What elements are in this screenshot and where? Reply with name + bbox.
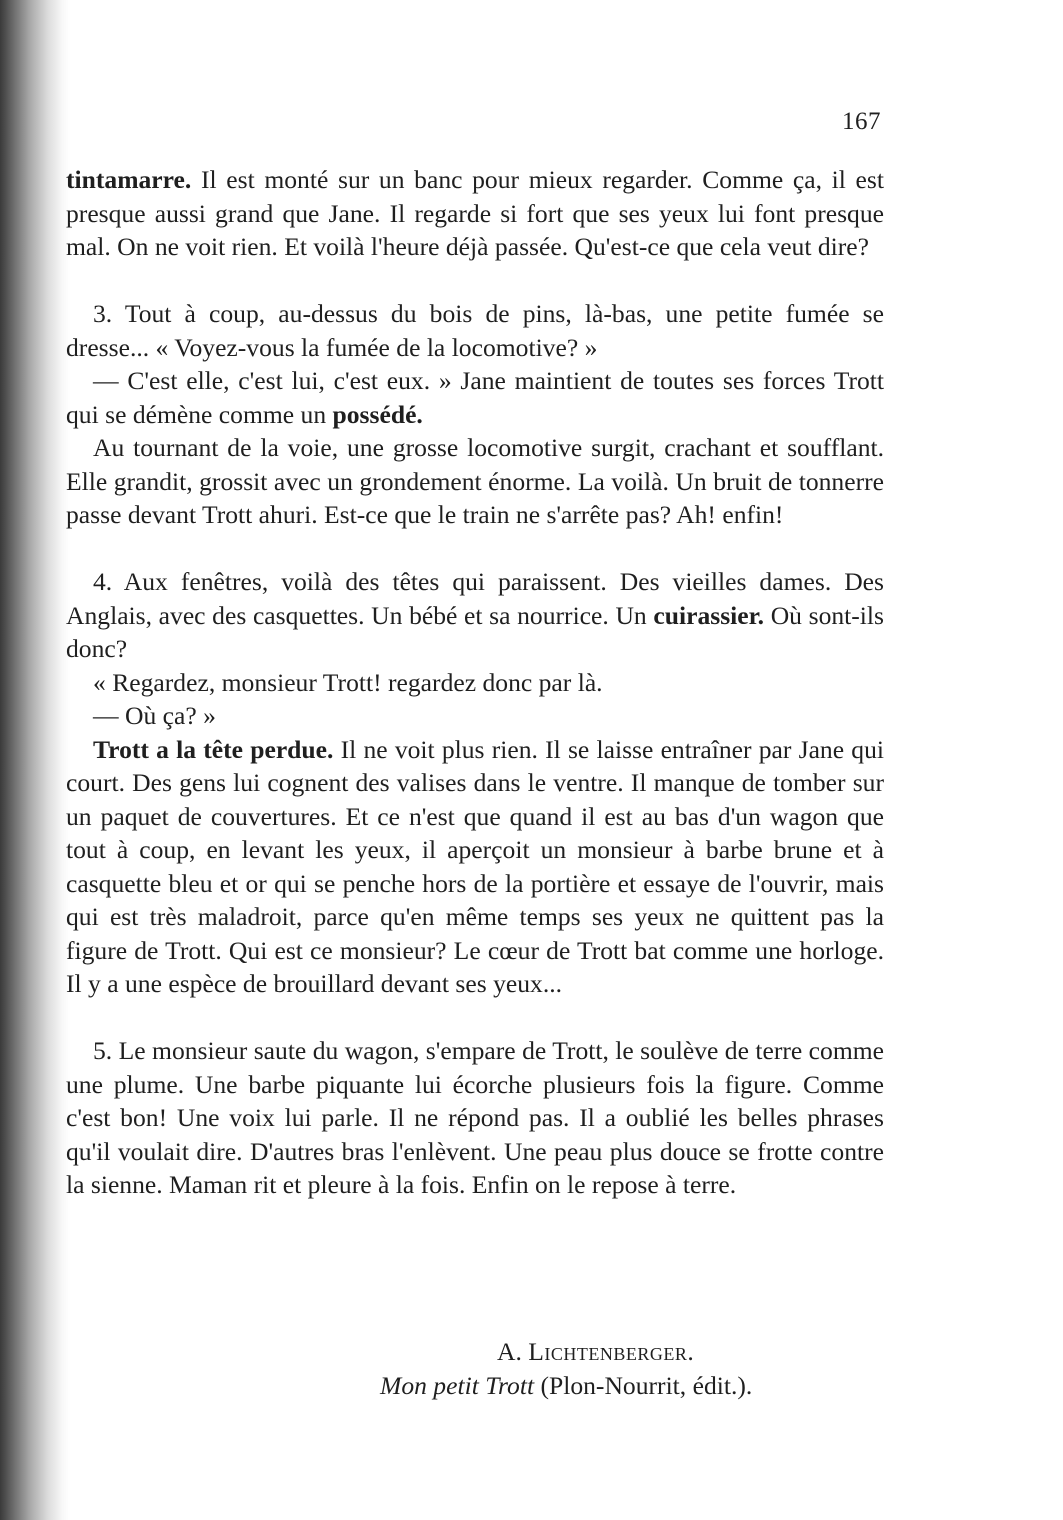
paragraph-4-dialogue-1: « Regardez, monsieur Trott! regardez donc par là. (93, 667, 603, 697)
paragraph-3: 3. Tout à coup, au-dessus du bois de pins, là-bas, une petite fumée se dresse... « Voyez-vous la fumée de la locomotive? » (66, 299, 884, 362)
page-number: 167 (842, 108, 881, 135)
book-gutter-shadow (0, 0, 70, 1520)
glossary-term: possédé. (332, 399, 423, 429)
paragraph-4: 4. Aux fenêtres, voilà des têtes qui paraissent. Des vieilles dames. Des Anglais, avec des casquettes. Un bébé et sa nourrice. Un cuirassier. Où sont-ils donc? (66, 567, 884, 663)
paragraph-gap (66, 1001, 884, 1035)
paragraph-4-narration: Trott a la tête perdue. Il ne voit plus rien. Il se laisse entraîner par Jane qui court. Des gens lui cognent des valises dans le ventre. Il manque de tomber sur un paquet de couvertures. Et ce n'est que quand il est au bas d'un wagon que tout à coup, en levant les yeux, il aperçoit un monsieur à barbe brune et à casquette bleu et or qui se penche hors de la portière et essaye de l'ouvrir, mais qui est très maladroit, parce qu'en même temps ses yeux ne quittent pas la figure de Trott. Qui est ce monsieur? Le cœur de Trott bat comme une horloge. Il y a une espèce de brouillard devant ses yeux... (66, 734, 884, 998)
glossary-term: tintamarre. (66, 165, 192, 194)
paragraph-3-dialogue: — C'est elle, c'est lui, c'est eux. » Jane maintient de toutes ses forces Trott qui se démène comme un possédé. (66, 366, 884, 429)
paragraph-gap (66, 532, 884, 566)
body-text (66, 163, 884, 1202)
author-name: A. Lichtenberger. (497, 1337, 694, 1366)
book-title: Mon petit Trott (380, 1371, 535, 1400)
paragraph-3-locomotive: Au tournant de la voie, une grosse locomotive surgit, crachant et soufflant. Elle grandit, grossit avec un grondement énorme. La voilà. Un bruit de tonnerre passe devant Trott ahuri. Est-ce que le train ne s'arrête pas? Ah! enfin! (66, 433, 884, 529)
paragraph-continuation: tintamarre. Il est monté sur un banc pour mieux regarder. Comme ça, il est presque aussi grand que Jane. Il regarde si fort que ses yeux lui font presque mal. On ne voit rien. Et voilà l'heure déjà passée. Qu'est-ce que cela veut dire? (66, 165, 884, 261)
glossary-term: cuirassier. (653, 600, 765, 630)
source-reference: Mon petit Trott (Plon-Nourrit, édit.). (380, 1371, 753, 1400)
paragraph-gap (66, 264, 884, 298)
paragraph-4-dialogue-2: — Où ça? » (93, 701, 216, 730)
paragraph-5: 5. Le monsieur saute du wagon, s'empare de Trott, le soulève de terre comme une plume. Une barbe piquante lui écorche plusieurs fois la figure. Comme c'est bon! Une voix lui parle. Il ne répond pas. Il a oublié les belles phrases qu'il voulait dire. D'autres bras l'enlèvent. Une peau plus douce se frotte contre la sienne. Maman rit et pleure à la fois. Enfin on le repose à terre. (66, 1036, 884, 1199)
glossary-term: Trott a la tête perdue. (93, 734, 334, 764)
